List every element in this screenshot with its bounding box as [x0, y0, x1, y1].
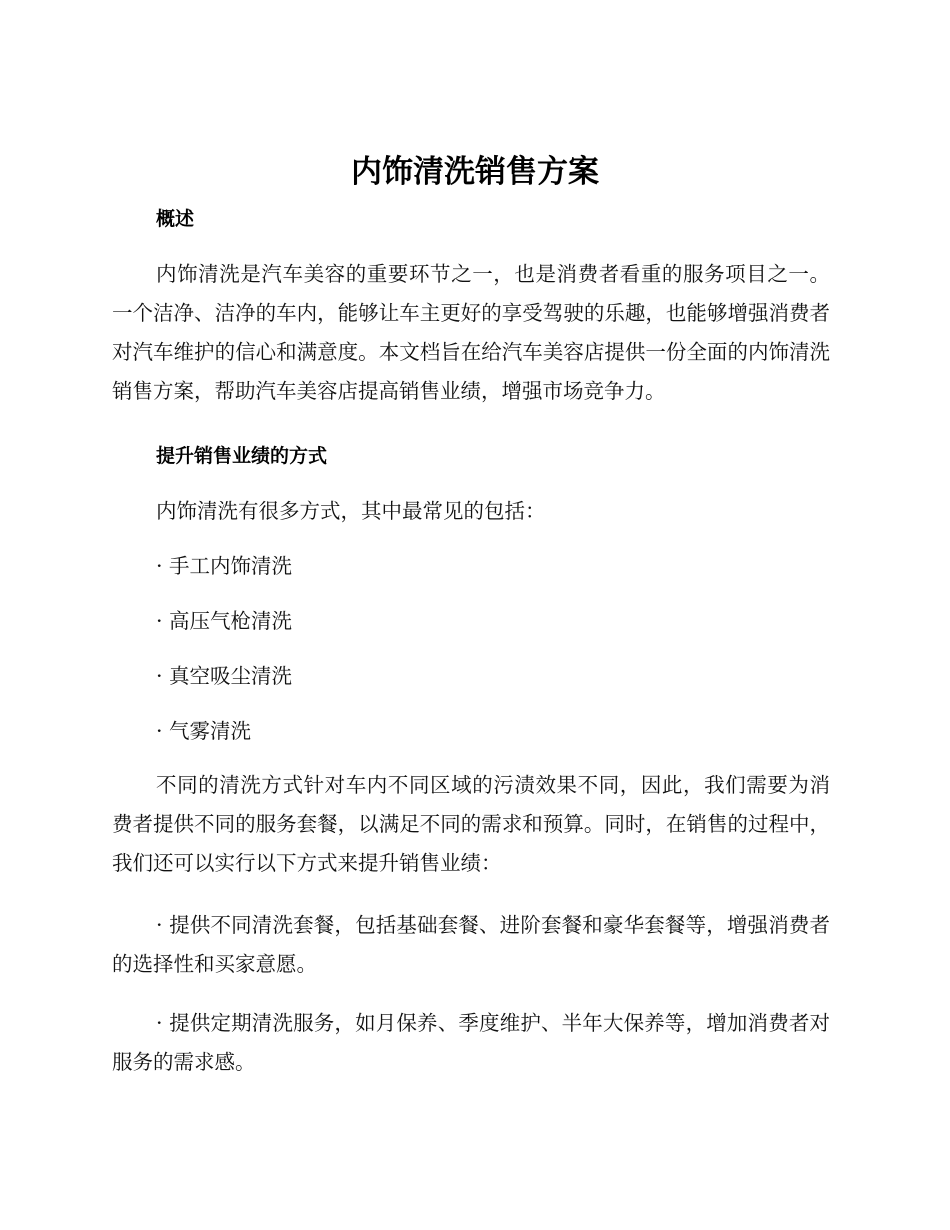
strategy-item: · 提供不同清洗套餐，包括基础套餐、进阶套餐和豪华套餐等，增强消费者的选择性和买家意愿。 [112, 913, 830, 976]
section-heading-overview: 概述 [156, 208, 195, 230]
method-list-item: · 高压气枪清洗 [156, 609, 293, 633]
method-list-item: · 真空吸尘清洗 [156, 664, 293, 688]
overview-paragraph: 内饰清洗是汽车美容的重要环节之一，也是消费者看重的服务项目之一。一个洁净、洁净的车内，能够让车主更好的享受驾驶的乐趣，也能够增强消费者对汽车维护的信心和满意度。本文档旨在给汽车美容店提供一份全面的内饰清洗销售方案，帮助汽车美容店提高销售业绩，增强市场竞争力。 [112, 262, 830, 403]
method-list-item: · 气雾清洗 [156, 719, 252, 743]
methods-paragraph: 不同的清洗方式针对车内不同区域的污渍效果不同，因此，我们需要为消费者提供不同的服务套餐，以满足不同的需求和预算。同时，在销售的过程中，我们还可以实行以下方式来提升销售业绩： [112, 773, 830, 875]
document-title: 内饰清洗销售方案 [351, 154, 599, 190]
strategy-item: · 提供定期清洗服务，如月保养、季度维护、半年大保养等，增加消费者对服务的需求感。 [112, 1011, 830, 1074]
section-heading-methods: 提升销售业绩的方式 [156, 445, 328, 467]
methods-intro: 内饰清洗有很多方式，其中最常见的包括： [156, 499, 546, 523]
method-list-item: · 手工内饰清洗 [156, 554, 293, 578]
